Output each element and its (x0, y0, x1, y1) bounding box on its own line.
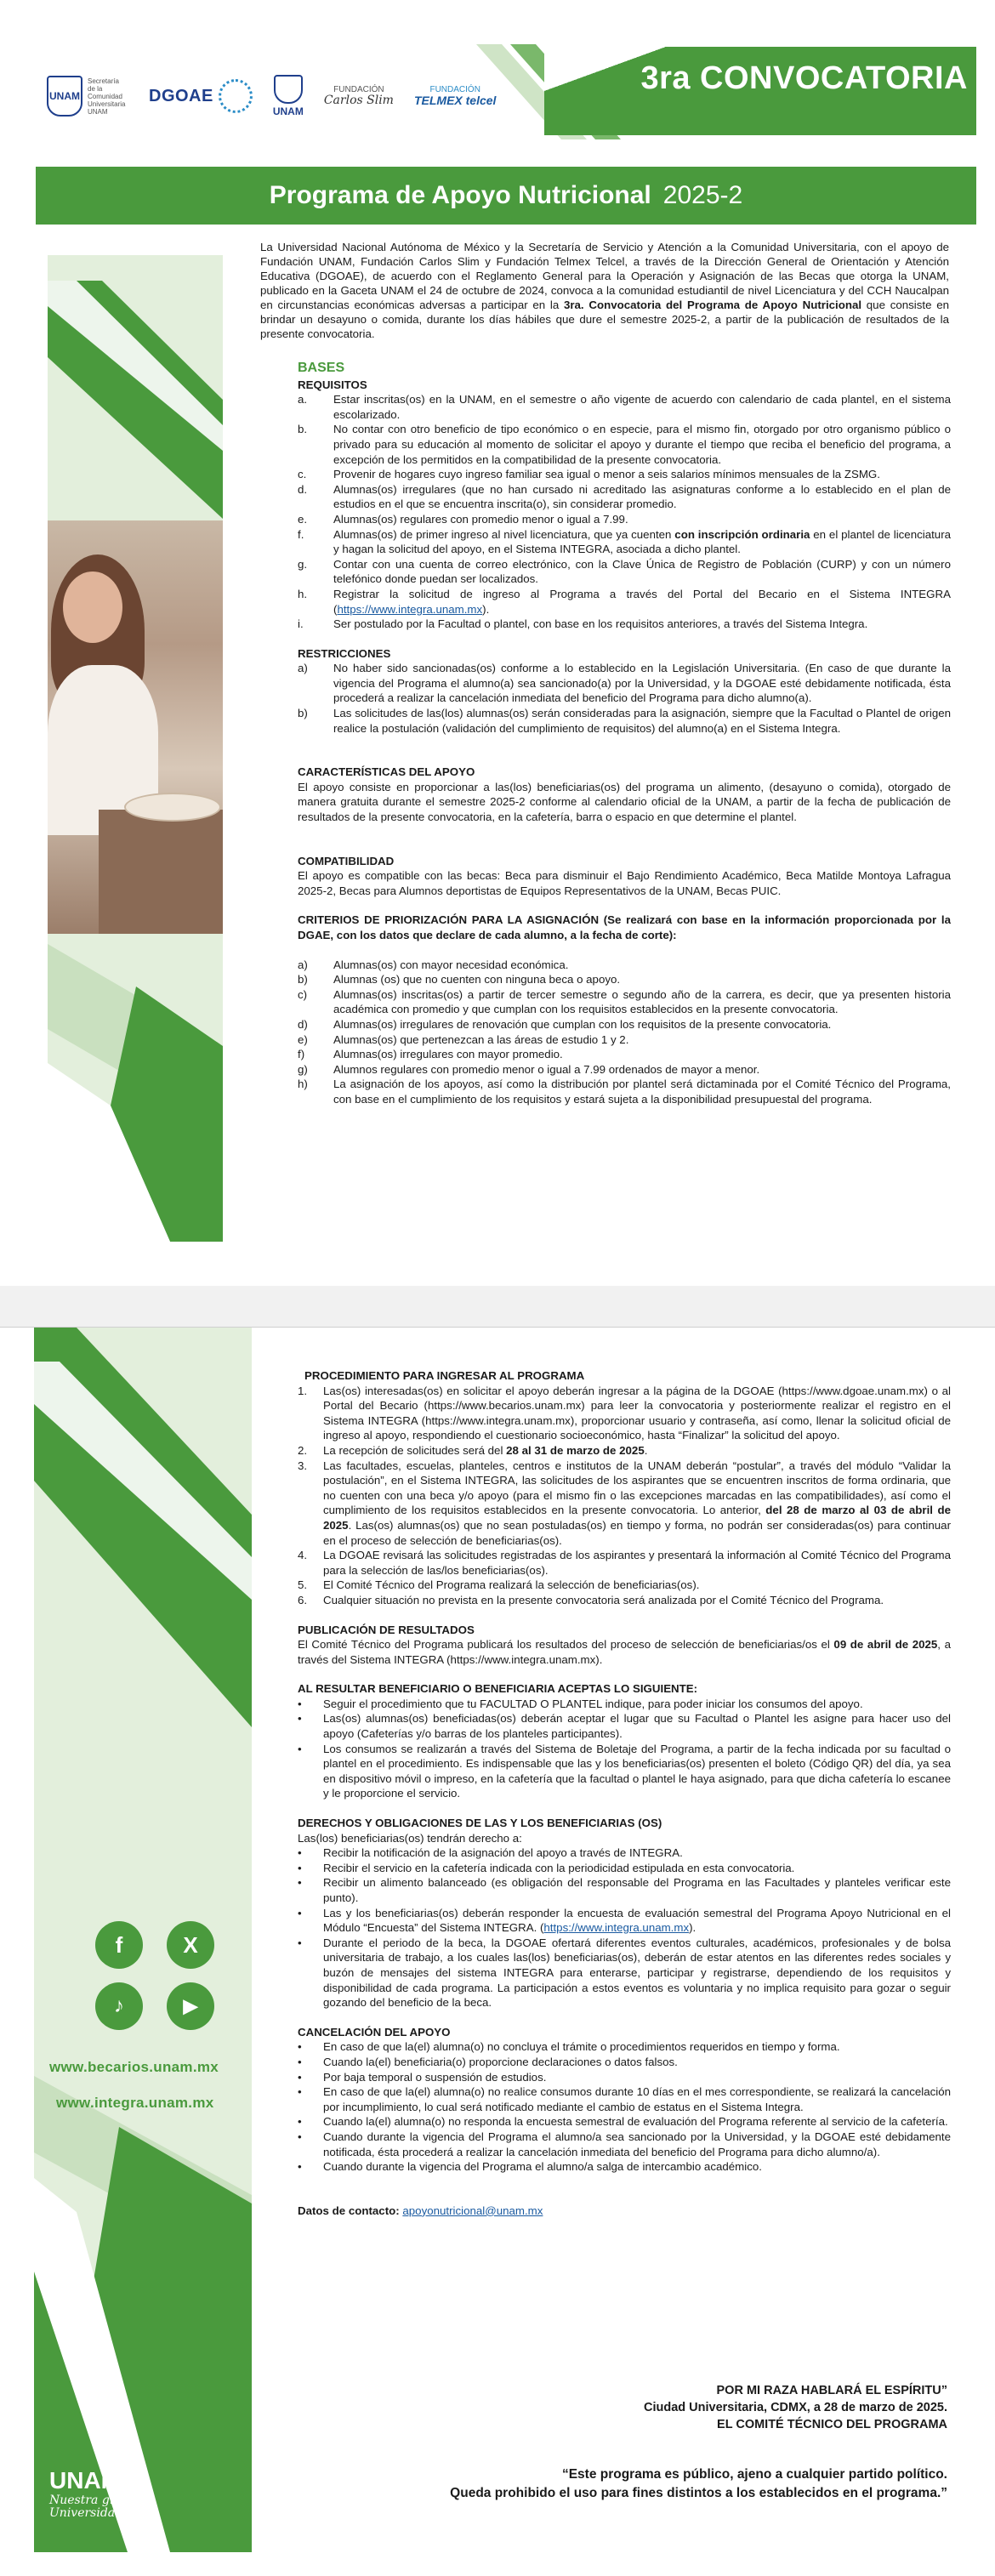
list-item: • Durante el periodo de la beca, la DGOAE ofertará diferentes eventos culturales, académicos, profesionales y de bolsa universitaria de trabajo, a los cuales las(los) beneficiarias(os), deberán de estar atentos en las diferentes redes sociales y buzón de mensajes del sistema INTEGRA para enterarse, participar y registrarse, dependiendo de los requisitos y disponibilidad de cada programa. La participación a estos eventos es voluntaria y no implica requisito para gozar o seguir gozando del beneficio de la beca. (298, 1936, 951, 2010)
cancelacion-heading: CANCELACIÓN DEL APOYO (298, 2025, 451, 2039)
list-item: g) Alumnos regulares con promedio menor o igual a 7.99 ordenados de mayor a menor. (298, 1062, 760, 1076)
bases-heading: BASES (298, 361, 345, 375)
list-item: a) Alumnas(os) con mayor necesidad económica. (298, 958, 569, 971)
closing-signature: POR MI RAZA HABLARÁ EL ESPÍRITU” Ciudad Universitaria, CDMX, a 28 de marzo de 2025. EL COMITÉ TÉCNICO DEL PROGRAMA (644, 2384, 947, 2431)
criterios-heading: CRITERIOS DE PRIORIZACIÓN PARA LA ASIGNACIÓN (Se realizará con base en la información proporcionada por la DGAE, con los datos que declare de cada alumno, a la fecha de corte): (298, 913, 951, 941)
requisitos-heading: REQUISITOS (298, 378, 367, 391)
list-item: d) Alumnas(os) irregulares de renovación que cumplan con los requisitos de la presente convocatoria. (298, 1017, 832, 1031)
integra-link[interactable]: https://www.integra.unam.mx (543, 1921, 690, 1935)
program-title-bar (36, 167, 976, 225)
list-item: 4. La DGOAE revisará las solicitudes registradas de los aspirantes y presentará la información al Comité Técnico del Programa para la selección de las/los beneficiarias(os). (298, 1549, 951, 1577)
restricciones-heading: RESTRICCIONES (298, 646, 391, 660)
list-item: • En caso de que la(el) alumna(o) no realice consumos durante 10 días en el mes correspondiente, se realizará la cancelación por incumplimiento, lo cual será notificado mediante el cambio de estatus en el Sistema Integra. (298, 2085, 951, 2113)
list-item: b) Alumnas (os) que no cuenten con ninguna beca o apoyo. (298, 973, 621, 987)
list-item: e) Alumnas(os) que pertenezcan a las áreas de estudio 1 y 2. (298, 1032, 629, 1046)
list-item: • Cuando la(el) beneficiaria(o) proporcione declaraciones o datos falsos. (298, 2055, 678, 2068)
program-year: 2025-2 (662, 181, 743, 209)
list-item: • Por baja temporal o suspensión de estudios. (298, 2070, 547, 2084)
header-logos (47, 75, 496, 117)
page-2 (0, 1327, 995, 2576)
requisitos-list (298, 392, 951, 632)
bases-section (298, 361, 951, 1107)
cancelacion-list (298, 2039, 951, 2174)
list-item: • Los consumos se realizarán a través del Sistema de Boletaje del Programa, a partir de la fecha indicada por su facultad o plantel en el procedimiento. Es indispensable que las y los beneficiarias(os) presenten el boleto (Código QR) del día, ya sea en dispositivo móvil o impreso, en la cafetería que la facultad o plantel le haya asignado, para que dicha cafetería lo escanee y le proporcione el servicio. (298, 1742, 951, 1800)
list-item: • Las(os) alumnas(os) beneficiadas(os) deberán aceptar el lugar que su Facultad o Plantel les asigne para hacer uso del apoyo (Cafeterías y/o barras de los planteles participantes). (298, 1712, 951, 1741)
program-title: Programa de Apoyo Nutricional (269, 181, 651, 209)
list-item: g. Contar con una cuenta de correo electrónico, con la Clave Única de Registro de Población (CURP) y con un número telefónico donde puedan ser localizados. (298, 557, 951, 586)
unam-logo: UNAM (273, 75, 304, 117)
compatibilidad-heading: COMPATIBILIDAD (298, 854, 395, 867)
list-item: • En caso de que la(el) alumna(o) no concluya el trámite o procedimientos requeridos en tiempo y forma. (298, 2040, 840, 2054)
list-item: a) No haber sido sancionadas(os) conforme a lo establecido en la Legislación Universitaria. (En caso de que durante la vigencia del Programa el alumno(a) sea sancionado(a) por la Universidad, y la DGOAE esté debidamente notificada, ésta procederá a realizar la cancelación inmediata del beneficio del Programa para dicho alumno(a). (298, 662, 951, 705)
fundacion-carlos-slim-logo: FUNDACIÓN Carlos Slim (323, 85, 394, 107)
acepta-heading: AL RESULTAR BENEFICIARIO O BENEFICIARIA ACEPTAS LO SIGUIENTE: (298, 1682, 698, 1696)
list-item: c. Provenir de hogares cuyo ingreso familiar sea igual o menor a seis salarios mínimos mensuales de la ZSMG. (298, 468, 880, 481)
list-item: • Cuando durante la vigencia del Programa el alumno/a sea sancionado por la Universidad, y la DGOAE esté debidamente notificada, ésta procederá a realizar la cancelación inmediata del beneficio del Programa para dicho alumno/a). (298, 2130, 951, 2158)
list-item: h. Registrar la solicitud de ingreso al Programa a través del Portal del Becario en el Sistema INTEGRA (https://www.integra.unam.mx). (298, 587, 951, 616)
disclaimer: “Este programa es público, ajeno a cualquier partido político. Queda prohibido el uso para fines distintos a los establecidos en el programa.” (450, 2467, 947, 2500)
list-item: h) La asignación de los apoyos, así como la distribución por plantel será dictaminada por el Comité Técnico del Programa, con base en el cumplimiento de los requisitos y estará sujeta a la disponibilidad presupuestal del programa. (298, 1078, 951, 1106)
list-item: f) Alumnas(os) irregulares con mayor promedio. (298, 1048, 563, 1061)
list-item: 6. Cualquier situación no prevista en la presente convocatoria será analizada por el Comité Técnico del Programa. (298, 1593, 884, 1606)
list-item: • Cuando la(el) alumna(o) no responda la encuesta semestral de evaluación del Programa referente al servicio de la cafetería. (298, 2115, 948, 2129)
list-item: a. Estar inscritas(os) en la UNAM, en el semestre o año vigente de acuerdo con calendario de cada plantel, en el sistema escolarizado. (298, 393, 951, 421)
convocatoria-heading: 3ra CONVOCATORIA (640, 60, 968, 96)
list-item: 3. Las facultades, escuelas, planteles, centros e institutos de la UNAM deberán “postular”, a través del módulo “Validar la postulación”, en el Sistema INTEGRA, las solicitudes de los aspirantes que se encuentren inscritos de forma ordinaria, que no cuenten con una beca y/o apoyo (para el mismo fin o las excepciones marcadas en las compatibilidades), así como el cumplimiento de los requisitos establecidos en la presente convocatoria. Lo anterior, del 28 de marzo al 03 de abril de 2025. Las(os) alumnas(os) que no sean postuladas(os) en tiempo y forma, no podrán ser consideradas(os) para continuar en el proceso de selección de beneficiarias(os). (298, 1459, 951, 1547)
criterios-list (298, 958, 951, 1107)
list-item: c) Alumnas(os) inscritas(os) a partir de tercer semestre o segundo año de la carrera, es decir, que ya presenten historia académica con promedio y que cumplan con los requisitos establecidos en la presente convocatoria. (298, 987, 951, 1016)
page-gap (0, 1286, 995, 1327)
list-item: • Seguir el procedimiento que tu FACULTAD O PLANTEL indique, para poder iniciar los consumos del apoyo. (298, 1697, 863, 1710)
list-item: d. Alumnas(os) irregulares (que no han cursado ni acreditado las asignaturas conforme a lo establecido en el plan de estudios en el que se encuentra inscrita(o), sin considerar promedio. (298, 482, 951, 511)
list-item: • Cuando durante la vigencia del Programa el alumno/a salga de intercambio académico. (298, 2160, 762, 2174)
list-item: • Las y los beneficiarias(os) deberán responder la encuesta de evaluación semestral del Programa Apoyo Nutricional en el Módulo “Encuesta” del Sistema INTEGRA. (https://www.integra.unam.mx). (298, 1906, 951, 1935)
derechos-list (298, 1845, 951, 2010)
procedimiento-section (298, 1368, 951, 2218)
list-item: i. Ser postulado por la Facultad o plantel, con base en los requisitos anteriores, a través del Sistema Integra. (298, 617, 868, 631)
list-item: b. No contar con otro beneficio de tipo económico o en especie, para el mismo fin, otorgado por otro organismo público o privado para su educación al momento de solicitar el apoyo y durante el tiempo que reciba el beneficio del programa, a excepción de los permitidos en la compatibilidad de la presente convocatoria. (298, 423, 951, 466)
convocatoria-banner (544, 47, 976, 135)
list-item: • Recibir la notificación de la asignación del apoyo a través de INTEGRA. (298, 1846, 683, 1860)
contact-email-link[interactable]: apoyonutricional@unam.mx (402, 2204, 543, 2217)
x-twitter-icon[interactable]: X (167, 1921, 214, 1969)
dgoae-logo: DGOAE (149, 79, 253, 113)
unam-footer-logo: UNAM Nuestra gran Universidad (49, 2467, 130, 2520)
list-item: e. Alumnas(os) regulares con promedio menor o igual a 7.99. (298, 512, 628, 526)
caracteristicas-heading: CARACTERÍSTICAS DEL APOYO (298, 765, 475, 779)
unam-seal-logo: UNAM Secretaría de la Comunidad Universitaria UNAM (47, 76, 128, 117)
contacto-line: Datos de contacto: apoyonutricional@unam.mx (298, 2204, 543, 2217)
publicacion-text: El Comité Técnico del Programa publicará los resultados del proceso de selección de beneficiarias/os el 09 de abril de 2025, a través del Sistema INTEGRA (https://www.integra.unam.mx). (298, 1638, 951, 1666)
list-item: 2. La recepción de solicitudes será del 28 al 31 de marzo de 2025. (298, 1443, 648, 1457)
acepta-list (298, 1697, 951, 1801)
procedimiento-list (298, 1384, 951, 1608)
derechos-intro: Las(los) beneficiarias(os) tendrán derecho a: (298, 1831, 522, 1845)
page-1 (0, 0, 995, 1287)
restricciones-list (298, 661, 951, 736)
list-item: 1. Las(os) interesadas(os) en solicitar el apoyo deberán ingresar a la página de la DGOAE (https://www.dgoae.unam.mx) o al Portal del Becario (https://www.becarios.unam.mx) para leer la convocatoria y posteriormente realizar el registro en el Sistema INTEGRA (https://www.integra.unam.mx), proporcionar usuario y contraseña, así como, llenar la solicitud oficial de ingreso al apoyo, respondiendo el cuestionario socioeconómico, hasta “Finalizar” la solicitud del apoyo. (298, 1384, 951, 1442)
derechos-heading: DERECHOS Y OBLIGACIONES DE LAS Y LOS BENEFICIARIAS (OS) (298, 1817, 662, 1830)
integra-web-link[interactable]: www.integra.unam.mx (56, 2095, 214, 2111)
list-item: • Recibir el servicio en la cafetería indicada con la periodicidad estipulada en esta convocatoria. (298, 1861, 795, 1874)
publicacion-heading: PUBLICACIÓN DE RESULTADOS (298, 1623, 475, 1636)
intro-paragraph: La Universidad Nacional Autónoma de México y la Secretaría de Servicio y Atención a la Comunidad Universitaria, con el apoyo de Fundación UNAM, Fundación Carlos Slim y Fundación Telmex Telcel, a través de la Dirección General de Orientación y Atención Educativa (DGOAE), de acuerdo con el Reglamento General para la Operación y Asignación de las Becas que otorga la UNAM, publicado en la Gaceta UNAM el 24 de octubre de 2024, convoca a la comunidad estudiantil de nivel Licenciatura y del CCH Naucalpan en circunstancias económicas adversas a participar en la 3ra. Convocatoria del Programa de Apoyo Nutricional que consiste en brindar un desayuno o comida, durante los días hábiles que dure el semestre 2025-2, a partir de la publicación de resultados de la presente convocatoria. (260, 241, 949, 340)
list-item: • Recibir un alimento balanceado (es obligación del responsable del Programa en las Facultades y planteles verificar este punto). (298, 1876, 951, 1904)
list-item: 5. El Comité Técnico del Programa realizará la selección de beneficiarias(os). (298, 1578, 700, 1592)
student-eating-photo (48, 520, 223, 934)
procedimiento-heading: PROCEDIMIENTO PARA INGRESAR AL PROGRAMA (304, 1369, 585, 1382)
tiktok-icon[interactable]: ♪ (95, 1982, 143, 2030)
youtube-icon[interactable]: ▶ (167, 1982, 214, 2030)
fundacion-telmex-logo: FUNDACIÓN TELMEX telcel (413, 84, 497, 107)
becarios-web-link[interactable]: www.becarios.unam.mx (49, 2059, 219, 2075)
list-item: b) Las solicitudes de las(los) alumnas(os) serán consideradas para la asignación, siempre que la Facultad o Plantel de origen realice la postulación (validación del cumplimiento de requisitos) del alumno(a) en el Sistema Integra. (298, 707, 951, 735)
compatibilidad-text: El apoyo es compatible con las becas: Beca para disminuir el Bajo Rendimiento Académico, Beca Matilde Montoya Lafragua 2025-2, Becas para Alumnos deportistas de Equipos Representativos de la UNAM, Becas PUIC. (298, 869, 951, 897)
list-item: f. Alumnas(os) de primer ingreso al nivel licenciatura, que ya cuenten con inscripción ordinaria en el plantel de licenciatura y hagan la solicitud del apoyo, en el Sistema INTEGRA, asociada a dicho plantel. (298, 527, 952, 556)
caracteristicas-text: El apoyo consiste en proporcionar a las(los) beneficiarias(os) del programa un alimento, (desayuno o comida), otorgado de manera gratuita durante el semestre 2025-2 conforme al calendario oficial de la UNAM, a partir de la fecha de publicación de resultados de la presente convocatoria, en la cafetería, barra o espacio en que determine el plantel. (298, 780, 951, 824)
facebook-icon[interactable]: f (95, 1921, 143, 1969)
integra-link[interactable]: https://www.integra.unam.mx (337, 602, 483, 616)
